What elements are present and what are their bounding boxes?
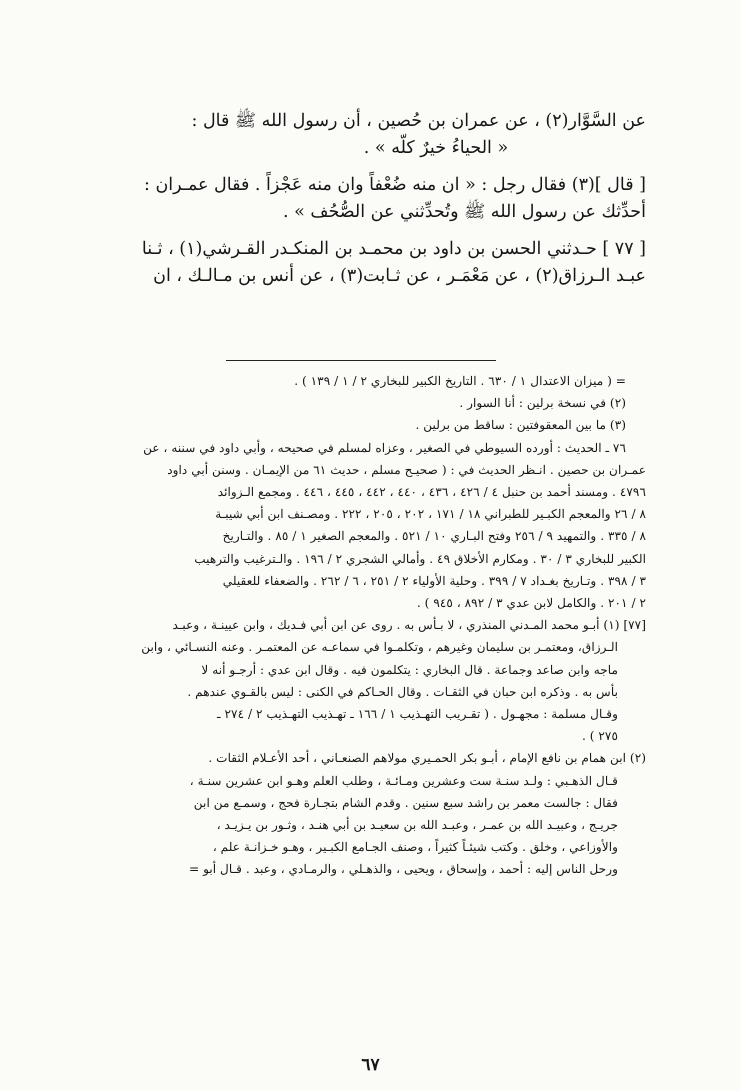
footnote-line: ماجه وابن صاعد وجماعة . قال البخاري : يتكلمون فيه . وقال ابن عدي : أرجـو أنه لا [201,662,618,677]
footnote-line: (٣) ما بين المعقوفتين : ساقط من برلين . [415,418,626,433]
footnote-line: وقـال مسلمة : مجهـول . ( تقـريب التهـذيب ١ / ١٦٦ ـ تهـذيب التهـذيب ٢ / ٢٧٤ ـ [217,707,618,722]
footnote-line: ٣ / ٣٩٨ . وتـاريخ بغـداد ٧ / ٣٩٩ . وحلية الأولياء ٢ / ٢٥١ ، ٦ / ٢٦٢ . والضعفاء للعقيلي [222,573,646,588]
footnote-line: ٨ / ٢٦ والمعجم الكبـير للطبراني ١٨ / ١٧١ ، ٢٠٢ ، ٢٠٥ ، ٢٢٢ . ومصـنف ابن أبي شيبـة [215,507,646,522]
footnote-line: ورحل الناس إليه : أحمد ، وإسحاق ، ويحيى ، والذهـلي ، والرمـادي ، وعبد . قـال أبو = [188,862,618,877]
footnote-line: ٤٧٩٦ . ومسند أحمد بن حنبل ٤ / ٤٢٦ ، ٤٣٦ ، ٤٤٠ ، ٤٤٢ ، ٤٤٥ ، ٤٤٦ . ومجمع الـزوائد [217,485,646,500]
footnote-line: فقال : جالست معمر بن راشد سبع سنين . وقدم الشام بتجـارة فحج ، وسمـع من ابن [193,795,618,810]
main-line: [ ٧٧ ] حـدثني الحسن بن داود بن محمـد بن المنكـدر القـرشي(١) ، ثـنا [141,239,646,259]
footnote-line: الكبير للبخاري ٣ / ٣٠ . ومكارم الأخلاق ٤٩ . وأمالي الشجري ٢ / ١٩٦ . والـترغيب والترهيب [194,551,646,566]
footnotes [90,370,646,881]
main-text [106,108,646,290]
footnote-line: عمـران بن حصين . انـظر الحديث في : ( صحيـح مسلم ، حديث ٦١ من الإيمـان . وسنن أبي داود [167,462,646,477]
main-line: « الحياءُ خيرٌ كلّه » . [363,138,509,158]
footnote-line: قـال الذهـبي : ولـد سنـة ست وعشرين ومـائـة ، وطلب العلم وهـو ابن عشرين سنـة ، [189,773,618,788]
main-line: [ قال ](٣) فقال رجل : « ان منه ضُعْفاً وان منه عَجْزاً . فقال عمـران : [143,175,646,195]
footnote-separator [226,360,496,361]
footnote-line: (٢) ابن همام بن نافع الإمام ، أبـو بكر الحمـيري مولاهم الصنعـاني ، أحد الأعـلام الثقات . [208,751,646,766]
main-line: أحدِّثك عن رسول الله ﷺ وتُحدِّثني عن الصُّحُف » . [282,202,646,222]
page-number: ٦٧ [361,1055,380,1075]
main-line: عن السَّوَّار(٢) ، عن عمران بن حُصين ، أن رسول الله ﷺ قال : [191,111,646,131]
footnote-line: ٢٧٥ ) . [581,729,618,744]
footnote-line: = ( ميزان الاعتدال ١ / ٦٣٠ . التاريخ الكبير للبخاري ٢ / ١ / ١٣٩ ) . [294,374,626,388]
footnote-line: (٢) في نسخة برلين : أنا السوار . [459,396,626,411]
footnote-line: الـرزاق، ومعتمـر بن سليمان وغيرهم ، وتكلمـوا في سماعـه عن المعتمـر . وعنه النسـائي ، وابن [141,640,618,655]
footnote-line: بأس به . وذكره ابن حبان في الثقـات . وقال الحـاكم في الكنى : ليس بالقـوي عندهم . [187,684,618,699]
footnote-line: ٧٦ ـ الحديث : أورده السيوطي في الصغير ، وعزاه لمسلم في صحيحه ، وأبي داود في سننه ، عن [143,440,626,455]
footnote-line: جريـج ، وعبيـد الله بن عمـر ، وعبـد الله بن سعيـد بن أبي هنـد ، وثـور بن يـزيـد ، [216,818,618,833]
main-line: عبـد الـرزاق(٢) ، عن مَعْمَـر ، عن ثـابت(٣) ، عن أنس بن مـالـك ، ان [153,266,646,286]
footnote-line: والأوزاعي ، وخلق . وكتب شيئـاً كثيراً ، وصنف الجـامع الكبـير ، وهـو خـزانـة علم ، [212,840,618,855]
footnote-line: [٧٧] (١) أبـو محمد المـدني المنذري ، لا بـأس به . روى عن ابن أبي فـديك ، وابن عيينـة ، وعبـد [172,618,646,633]
footnote-line: ٢ / ٢٠١ . والكامل لابن عدي ٣ / ٨٩٢ ، ٩٤٥ ) . [416,596,646,611]
footnote-line: ٨ / ٣٣٥ . والتمهيد ٩ / ٢٥٦ وفتح البـاري ١٠ / ٥٢١ . والمعجم الصغير ١ / ٨٥ . والتـاريخ [222,529,646,544]
